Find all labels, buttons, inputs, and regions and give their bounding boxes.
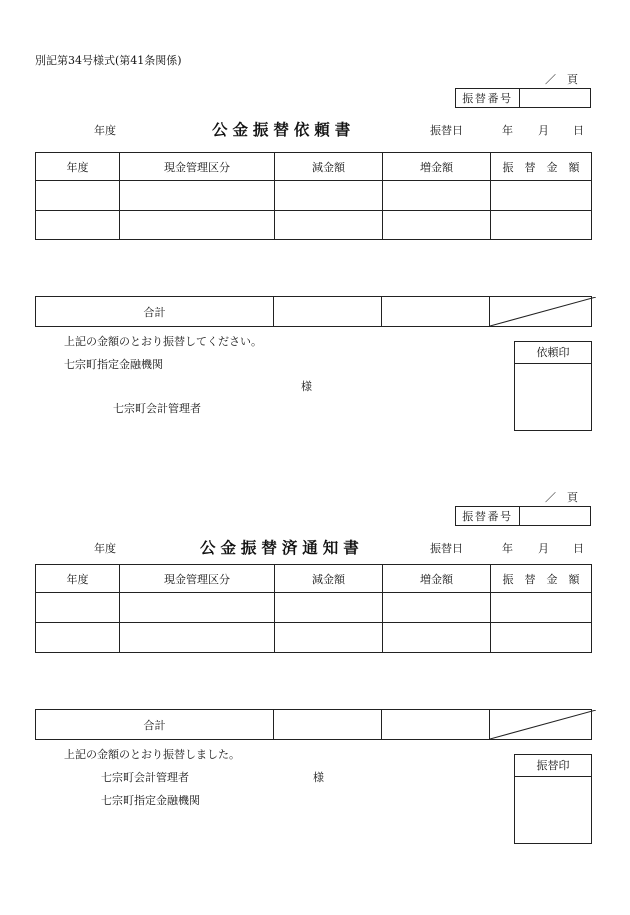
col-header-cash-category: 現金管理区分 xyxy=(120,153,275,181)
transfer-date-label: 振替日 xyxy=(430,124,463,137)
transfer-number-field[interactable] xyxy=(520,89,591,108)
month-label: 月 xyxy=(538,124,549,137)
notice-title: 公金振替済通知書 xyxy=(200,539,364,557)
table-row xyxy=(36,623,592,653)
request-message: 上記の金額のとおり振替してください。 xyxy=(64,335,262,348)
transfer-number-box xyxy=(455,506,591,526)
total-decrease-cell[interactable] xyxy=(274,710,382,740)
cell[interactable] xyxy=(120,593,275,623)
page-label: ／ 頁 xyxy=(545,491,578,504)
table-row xyxy=(36,593,592,623)
total-decrease-cell[interactable] xyxy=(274,297,382,327)
cell[interactable] xyxy=(120,181,275,211)
form-id: 別記第34号様式(第41条関係) xyxy=(35,54,182,67)
request-seal-box xyxy=(514,341,592,431)
col-header-increase: 増金額 xyxy=(383,565,491,593)
transfer-date-label: 振替日 xyxy=(430,542,463,555)
cell[interactable] xyxy=(275,593,383,623)
day-label: 日 xyxy=(573,542,584,555)
total-label: 合計 xyxy=(36,297,274,327)
col-header-fiscal-year: 年度 xyxy=(36,153,120,181)
total-diagonal-cell xyxy=(490,297,592,327)
notice-message: 上記の金額のとおり振替しました。 xyxy=(64,748,240,761)
sama-label: 様 xyxy=(313,771,324,784)
transfer-number-label: 振替番号 xyxy=(456,89,520,108)
total-label: 合計 xyxy=(36,710,274,740)
request-addressee: 七宗町指定金融機関 xyxy=(64,358,163,371)
cell[interactable] xyxy=(383,623,491,653)
cell[interactable] xyxy=(491,211,592,240)
fiscal-year-label: 年度 xyxy=(94,542,116,555)
cell[interactable] xyxy=(383,593,491,623)
year-label: 年 xyxy=(502,542,513,555)
request-seal-label: 依頼印 xyxy=(515,342,591,364)
cell[interactable] xyxy=(491,181,592,211)
col-header-transfer-amount: 振 替 金 額 xyxy=(491,153,592,181)
col-header-cash-category: 現金管理区分 xyxy=(120,565,275,593)
col-header-increase: 増金額 xyxy=(383,153,491,181)
notice-table xyxy=(35,564,592,653)
col-header-decrease: 減金額 xyxy=(275,565,383,593)
request-sender: 七宗町会計管理者 xyxy=(113,402,201,415)
request-table xyxy=(35,152,592,240)
cell[interactable] xyxy=(275,181,383,211)
cell[interactable] xyxy=(36,211,120,240)
cell[interactable] xyxy=(275,623,383,653)
request-title: 公金振替依頼書 xyxy=(212,121,356,139)
transfer-number-label: 振替番号 xyxy=(456,507,520,526)
col-header-decrease: 減金額 xyxy=(275,153,383,181)
cell[interactable] xyxy=(383,181,491,211)
cell[interactable] xyxy=(36,181,120,211)
cell[interactable] xyxy=(36,593,120,623)
cell[interactable] xyxy=(36,623,120,653)
sama-label: 様 xyxy=(301,380,312,393)
table-row xyxy=(36,211,592,240)
year-label: 年 xyxy=(502,124,513,137)
table-header-row xyxy=(36,153,592,181)
notice-total-row xyxy=(35,709,592,740)
total-increase-cell[interactable] xyxy=(382,710,490,740)
transfer-number-box xyxy=(455,88,591,108)
total-diagonal-cell xyxy=(490,710,592,740)
transfer-number-field[interactable] xyxy=(520,507,591,526)
cell[interactable] xyxy=(120,623,275,653)
notice-seal-label: 振替印 xyxy=(515,755,591,777)
cell[interactable] xyxy=(383,211,491,240)
page-label: ／ 頁 xyxy=(545,73,578,86)
col-header-fiscal-year: 年度 xyxy=(36,565,120,593)
cell[interactable] xyxy=(491,593,592,623)
notice-sender: 七宗町指定金融機関 xyxy=(101,794,200,807)
fiscal-year-label: 年度 xyxy=(94,124,116,137)
month-label: 月 xyxy=(538,542,549,555)
request-total-row xyxy=(35,296,592,327)
cell[interactable] xyxy=(491,623,592,653)
day-label: 日 xyxy=(573,124,584,137)
cell[interactable] xyxy=(275,211,383,240)
notice-addressee: 七宗町会計管理者 xyxy=(101,771,189,784)
total-increase-cell[interactable] xyxy=(382,297,490,327)
diagonal-line xyxy=(490,710,596,739)
table-row xyxy=(36,181,592,211)
diagonal-line xyxy=(490,297,596,326)
col-header-transfer-amount: 振 替 金 額 xyxy=(491,565,592,593)
table-header-row xyxy=(36,565,592,593)
notice-seal-box xyxy=(514,754,592,844)
cell[interactable] xyxy=(120,211,275,240)
